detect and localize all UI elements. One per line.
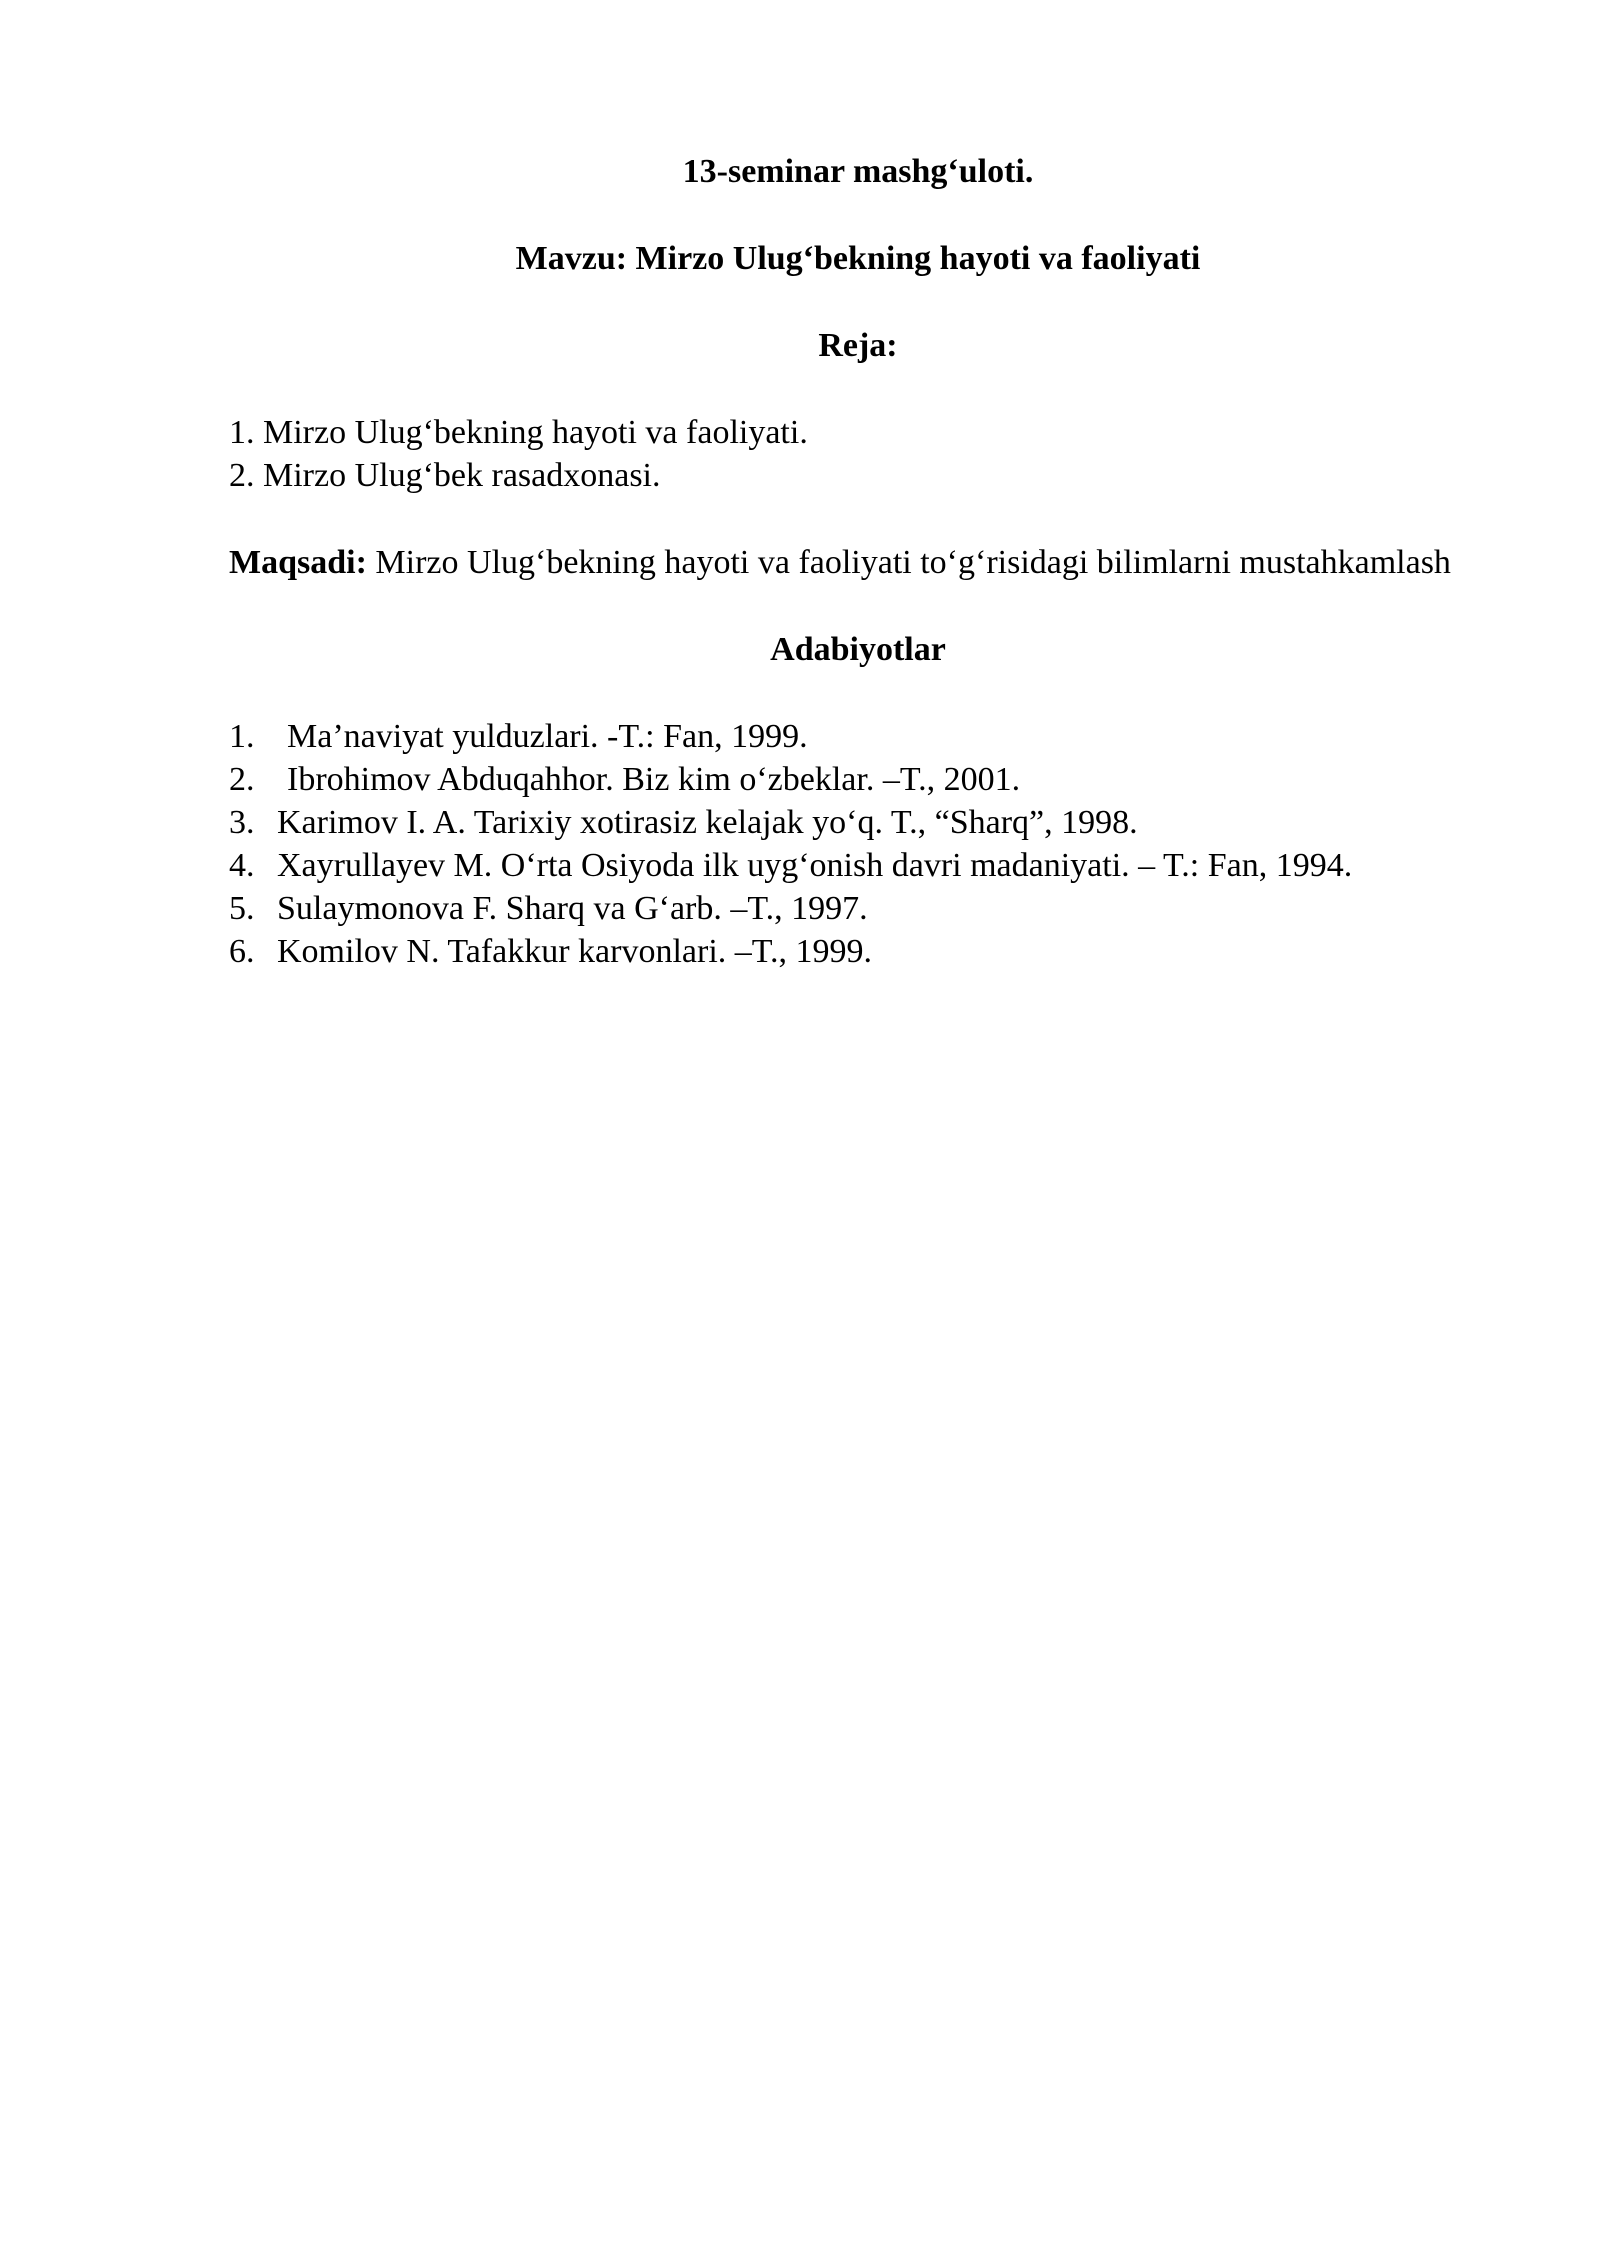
plan-item <box>229 454 1487 497</box>
literature-item-number: 6. <box>229 933 255 970</box>
seminar-title: 13-seminar mashg‘uloti. <box>682 153 1034 190</box>
literature-item-text: Ibrohimov Abduqahhor. Biz kim o‘zbeklar. –T., 2001. <box>287 761 1021 798</box>
literature-item <box>229 715 1487 758</box>
literature-heading: Adabiyotlar <box>770 631 946 668</box>
plan-list <box>229 411 1487 497</box>
literature-item <box>229 930 1487 973</box>
plan-item-text: Mirzo Ulug‘bek rasadxonasi. <box>263 457 661 494</box>
literature-item <box>229 758 1487 801</box>
literature-item-number: 1. <box>229 718 255 755</box>
plan-heading: Reja: <box>818 327 898 364</box>
literature-item-text: Xayrullayev M. O‘rta Osiyoda ilk uyg‘onish davri madaniyati. – T.: Fan, 1994. <box>277 847 1353 884</box>
literature-item-text: Sulaymonova F. Sharq va G‘arb. –T., 1997. <box>277 890 868 927</box>
topic-heading: Mavzu: Mirzo Ulug‘bekning hayoti va faoliyati <box>515 240 1201 277</box>
literature-item-number: 2. <box>229 761 255 798</box>
literature-item <box>229 844 1487 887</box>
goal-text: Mirzo Ulug‘bekning hayoti va faoliyati to‘g‘risidagi bilimlarni mustahkamlash <box>375 544 1451 581</box>
plan-item-text: Mirzo Ulug‘bekning hayoti va faoliyati. <box>263 414 808 451</box>
literature-item-number: 4. <box>229 847 255 884</box>
literature-list <box>229 715 1487 973</box>
literature-item-text: Ma’naviyat yulduzlari. -T.: Fan, 1999. <box>287 718 808 755</box>
literature-item-text: Komilov N. Tafakkur karvonlari. –T., 1999. <box>277 933 873 970</box>
literature-item-number: 3. <box>229 804 255 841</box>
literature-item-number: 5. <box>229 890 255 927</box>
plan-item <box>229 411 1487 454</box>
goal-paragraph <box>229 541 1487 584</box>
literature-item-text: Karimov I. A. Tarixiy xotirasiz kelajak yo‘q. T., “Sharq”, 1998. <box>277 804 1138 841</box>
document-content <box>229 150 1487 973</box>
literature-item <box>229 801 1487 844</box>
plan-item-number: 2. <box>229 457 255 494</box>
literature-item <box>229 887 1487 930</box>
goal-label: Maqsadi: <box>229 544 367 581</box>
plan-item-number: 1. <box>229 414 255 451</box>
